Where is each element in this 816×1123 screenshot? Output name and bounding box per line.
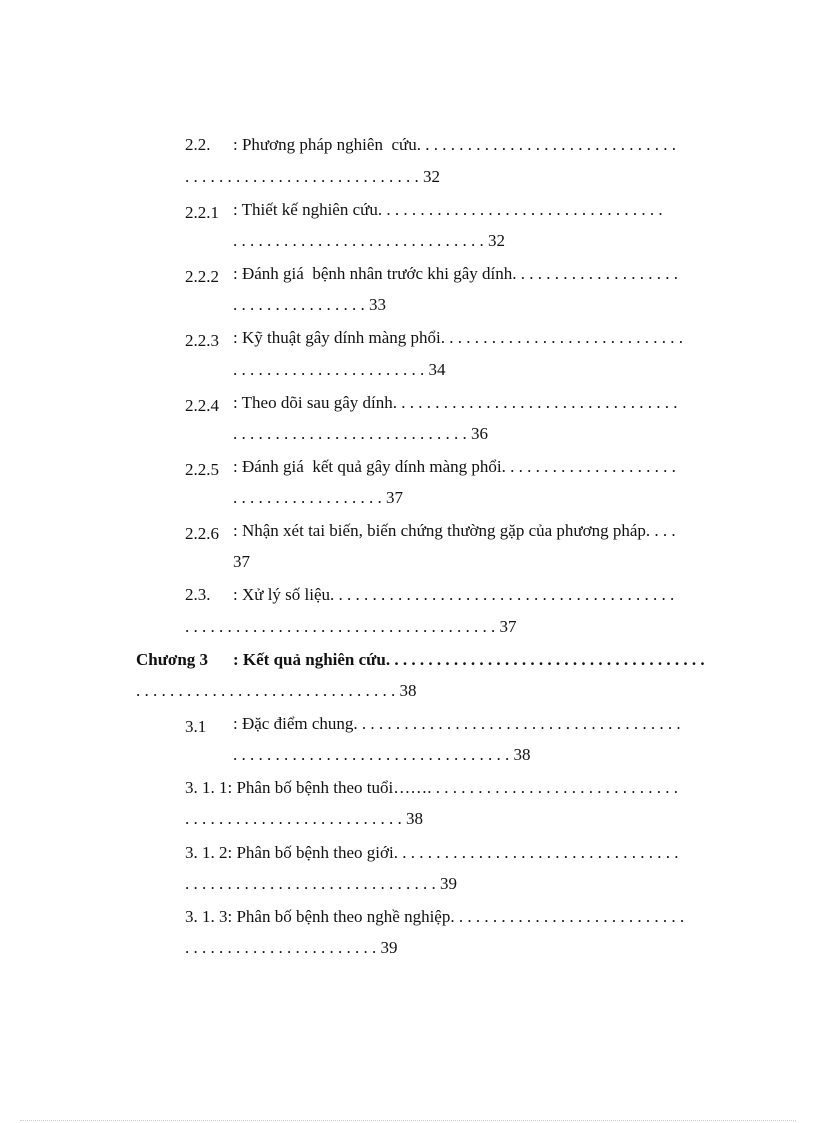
toc-entry-line1[interactable]: : Đặc điểm chung. . . . . . . . . . . . . . . . . . . . . . . . . . . . . . . . . . . . . . . xyxy=(233,714,681,733)
toc-number: 2.2.6 xyxy=(185,524,219,543)
toc-entry-line1[interactable]: 3. 1. 1: Phân bố bệnh theo tuổi……. . . . . . . . . . . . . . . . . . . . . . . . . . . . . . xyxy=(185,778,678,797)
toc-entry-line2: . . . . . . . . . . . . . . . . . . . . . . . . . . . . . . . 38 xyxy=(136,681,417,700)
toc-entry-line1[interactable]: : Đánh giá kết quả gây dính màng phổi. . . . . . . . . . . . . . . . . . . . . xyxy=(233,457,676,476)
toc-number: 2.2. xyxy=(185,135,211,154)
toc-entry-line2: . . . . . . . . . . . . . . . . . . . . . . . . . . . . 32 xyxy=(185,167,440,186)
chapter-label: Chương 3 xyxy=(136,650,209,669)
toc-entry-line1[interactable]: : Nhận xét tai biến, biến chứng thường gặp của phương pháp. . . . xyxy=(233,521,676,540)
toc-number: 2.2.2 xyxy=(185,267,219,286)
toc-entry-line1[interactable]: : Theo dõi sau gây dính. . . . . . . . . . . . . . . . . . . . . . . . . . . . . . . . . . xyxy=(233,393,678,412)
toc-entry-line2: 37 xyxy=(233,552,250,571)
toc-entry-line2: . . . . . . . . . . . . . . . . . . . . . . . . . . . . . . 32 xyxy=(233,231,505,250)
toc-number: 3.1 xyxy=(185,717,207,736)
toc-entry-line2: . . . . . . . . . . . . . . . . . . . . . . . . . . . . 36 xyxy=(233,424,488,443)
toc-number: 2.2.5 xyxy=(185,460,219,479)
toc-entry-line1[interactable]: 3. 1. 2: Phân bố bệnh theo giới. . . . . . . . . . . . . . . . . . . . . . . . . . . . . . . . . . xyxy=(185,843,679,862)
toc-entry-line2: . . . . . . . . . . . . . . . . . . . . . . . 34 xyxy=(233,360,446,379)
toc-entry-line2: . . . . . . . . . . . . . . . . . . . . . . . 39 xyxy=(185,938,398,957)
toc-number: 2.3. xyxy=(185,585,211,604)
toc-chapter-line1[interactable]: : Kết quả nghiên cứu. . . . . . . . . . . . . . . . . . . . . . . . . . . . . . . . . . . . . . xyxy=(233,650,705,669)
toc-entry-line2: . . . . . . . . . . . . . . . . . . . . . . . . . . . . . . . . . . . . . 37 xyxy=(185,617,517,636)
toc-entry-line1[interactable]: : Kỹ thuật gây dính màng phổi. . . . . . . . . . . . . . . . . . . . . . . . . . . . . xyxy=(233,328,684,347)
toc-number: 2.2.3 xyxy=(185,331,219,350)
toc-entry-line2: . . . . . . . . . . . . . . . . 33 xyxy=(233,295,386,314)
toc-entry-line2: . . . . . . . . . . . . . . . . . . . . . . . . . . . . . . . . . 38 xyxy=(233,745,531,764)
page-bottom-edge xyxy=(20,1120,796,1121)
toc-entry-line1[interactable]: 3. 1. 3: Phân bố bệnh theo nghề nghiệp. . . . . . . . . . . . . . . . . . . . . . . . . . . . xyxy=(185,907,685,926)
toc-number: 2.2.1 xyxy=(185,203,219,222)
toc-number: 2.2.4 xyxy=(185,396,219,415)
toc-entry-line1[interactable]: : Đánh giá bệnh nhân trước khi gây dính. . . . . . . . . . . . . . . . . . . . xyxy=(233,264,679,283)
toc-entry-line2: . . . . . . . . . . . . . . . . . . . . . . . . . . . . . . 39 xyxy=(185,874,457,893)
toc-entry-line2: . . . . . . . . . . . . . . . . . . 37 xyxy=(233,488,403,507)
toc-entry-line1[interactable]: : Xử lý số liệu. . . . . . . . . . . . . . . . . . . . . . . . . . . . . . . . . . . . . . . . . xyxy=(233,585,675,604)
toc-entry-line1[interactable]: : Thiết kế nghiên cứu. . . . . . . . . . . . . . . . . . . . . . . . . . . . . . . . . . xyxy=(233,200,663,219)
toc-entry-line1[interactable]: : Phương pháp nghiên cứu. . . . . . . . . . . . . . . . . . . . . . . . . . . . . . . xyxy=(233,135,676,154)
toc-entry-line2: . . . . . . . . . . . . . . . . . . . . . . . . . . 38 xyxy=(185,809,423,828)
